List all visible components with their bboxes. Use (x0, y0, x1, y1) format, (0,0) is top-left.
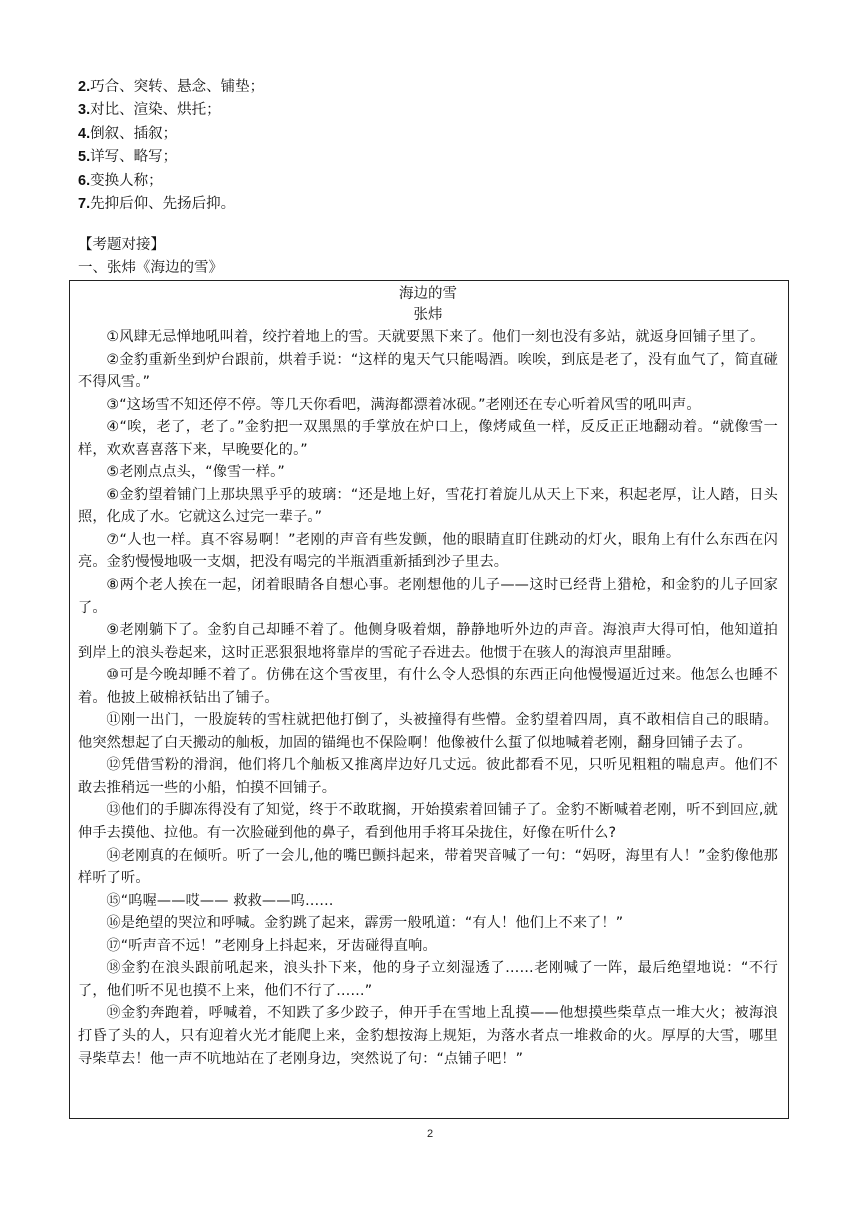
list-item: 7.先抑后仰、先扬后抑。 (78, 195, 236, 212)
paragraph: ⑱金豹在浪头跟前吼起来，浪头扑下来，他的身子立刻湿透了……老刚喊了一阵，最后绝望地说：“不行了，他们听不见也摸不上来，他们不行了……” (78, 960, 778, 999)
paragraph: ⑦“人也一样。真不容易啊！”老刚的声音有些发颤，他的眼睛直盯住跳动的灯火，眼角上有什么东西在闪亮。金豹慢慢地吸一支烟，把没有喝完的半瓶酒重新插到沙子里去。 (78, 531, 778, 571)
list-item: 5.详写、略写； (78, 149, 178, 166)
paragraph: ⑮“呜喔——哎—— 救救——呜…… (106, 892, 334, 909)
paragraph: ⑩可是今晚却睡不着了。仿佛在这个雪夜里，有什么令人恐惧的东西正向他慢慢逼近过来。他怎么也睡不着。他披上破棉袄钻出了铺子。 (78, 667, 778, 706)
paragraph: ①风肆无忌惮地吼叫着，绞拧着地上的雪。天就要黑下来了。他们一刻也没有多站，就返身回铺子里了。 (106, 329, 765, 345)
passage-box (69, 280, 789, 1119)
paragraph: ⑯是绝望的哭泣和呼喊。金豹跳了起来，霹雳一般吼道：“有人！他们上不来了！” (106, 915, 624, 932)
paragraph: ②金豹重新坐到炉台跟前，烘着手说：“这样的鬼天气只能喝酒。唉唉，到底是老了，没有血气了，简直碰不得风雪。” (78, 351, 778, 391)
paragraph: ⑨老刚躺下了。金豹自己却睡不着了。他侧身吸着烟，静静地听外边的声音。海浪声大得可怕，他知道拍到岸上的浪头卷起来，这时正恶狠狠地将靠岸的雪砣子吞进去。他惯于在骇人的海浪声里甜睡。 (78, 622, 778, 661)
paragraph: ⑤老刚点点头，“像雪一样。” (106, 464, 285, 481)
paragraph: ⑲金豹奔跑着，呼喊着，不知跌了多少跤子，伸开手在雪地上乱摸——他想摸些柴草点一堆大火；被海浪打昏了头的人，只有迎着火光才能爬上来，金豹想按海上规矩，为落水者点一堆救命的火。厚厚的大雪，哪里寻柴草去！他一声不吭地站在了老刚身边，突然说了句：“点铺子吧！” (78, 1005, 778, 1067)
paragraph: ⑪刚一出门，一股旋转的雪柱就把他打倒了，头被撞得有些懵。金豹望着四周，真不敢相信自己的眼睛。他突然想起了白天搬动的舢板，加固的锚绳也不保险啊！他像被什么蜇了似地喊着老刚，翻身回铺子去了。 (78, 712, 778, 751)
paragraph: ⑧两个老人挨在一起，闭着眼睛各自想心事。老刚想他的儿子——这时已经背上猎枪，和金豹的儿子回家了。 (78, 577, 778, 616)
list-item: 3.对比、渲染、烘托； (78, 102, 221, 119)
paragraph: ④“唉，老了，老了。”金豹把一双黑黑的手掌放在炉口上，像烤咸鱼一样，反反正正地翻动着。“就像雪一样，欢欢喜喜落下来，早晚要化的。” (78, 419, 778, 458)
section-title: 一、张炜《海边的雪》 (78, 260, 223, 276)
paragraph: ⑰“听声音不远！”老刚身上抖起来，牙齿碰得直响。 (106, 937, 437, 954)
list-item: 2.巧合、突转、悬念、铺垫； (78, 79, 265, 95)
passage-title: 海边的雪 (399, 286, 457, 302)
page-number: 2 (426, 1128, 434, 1140)
passage-author: 张炜 (413, 307, 443, 323)
paragraph: ⑫凭借雪粉的滑润，他们将几个舢板又推离岸边好几丈远。彼此都看不见，只听见粗粗的喘息声。他们不敢去推稍远一些的小船，怕摸不回铺子。 (78, 757, 778, 796)
paragraph: ⑬他们的手脚冻得没有了知觉，终于不敢耽搁，开始摸索着回铺子了。金豹不断喊着老刚，听不到回应,就伸手去摸他、拉他。有一次脸碰到他的鼻子，看到他用手将耳朵拢住，好像在听什么? (78, 802, 778, 842)
section-label: 【考题对接】 (78, 237, 165, 253)
paragraph: ⑥金豹望着铺门上那块黑乎乎的玻璃：“还是地上好，雪花打着旋儿从天上下来，积起老厚，让人踏，日头照，化成了水。它就这么过完一辈子。” (78, 486, 778, 526)
technique-list (78, 76, 778, 216)
list-item: 6.变换人称； (78, 172, 163, 189)
paragraph: ⑭老刚真的在倾听。听了一会儿,他的嘴巴颤抖起来，带着哭音喊了一句：“妈呀，海里有人！”金豹像他那样听了听。 (78, 847, 778, 887)
list-item: 4.倒叙、插叙； (78, 125, 178, 142)
paragraph: ③“这场雪不知还停不停。等几天你看吧，满海都漂着冰砚。”老刚还在专心听着风雪的吼叫声。 (106, 396, 701, 413)
